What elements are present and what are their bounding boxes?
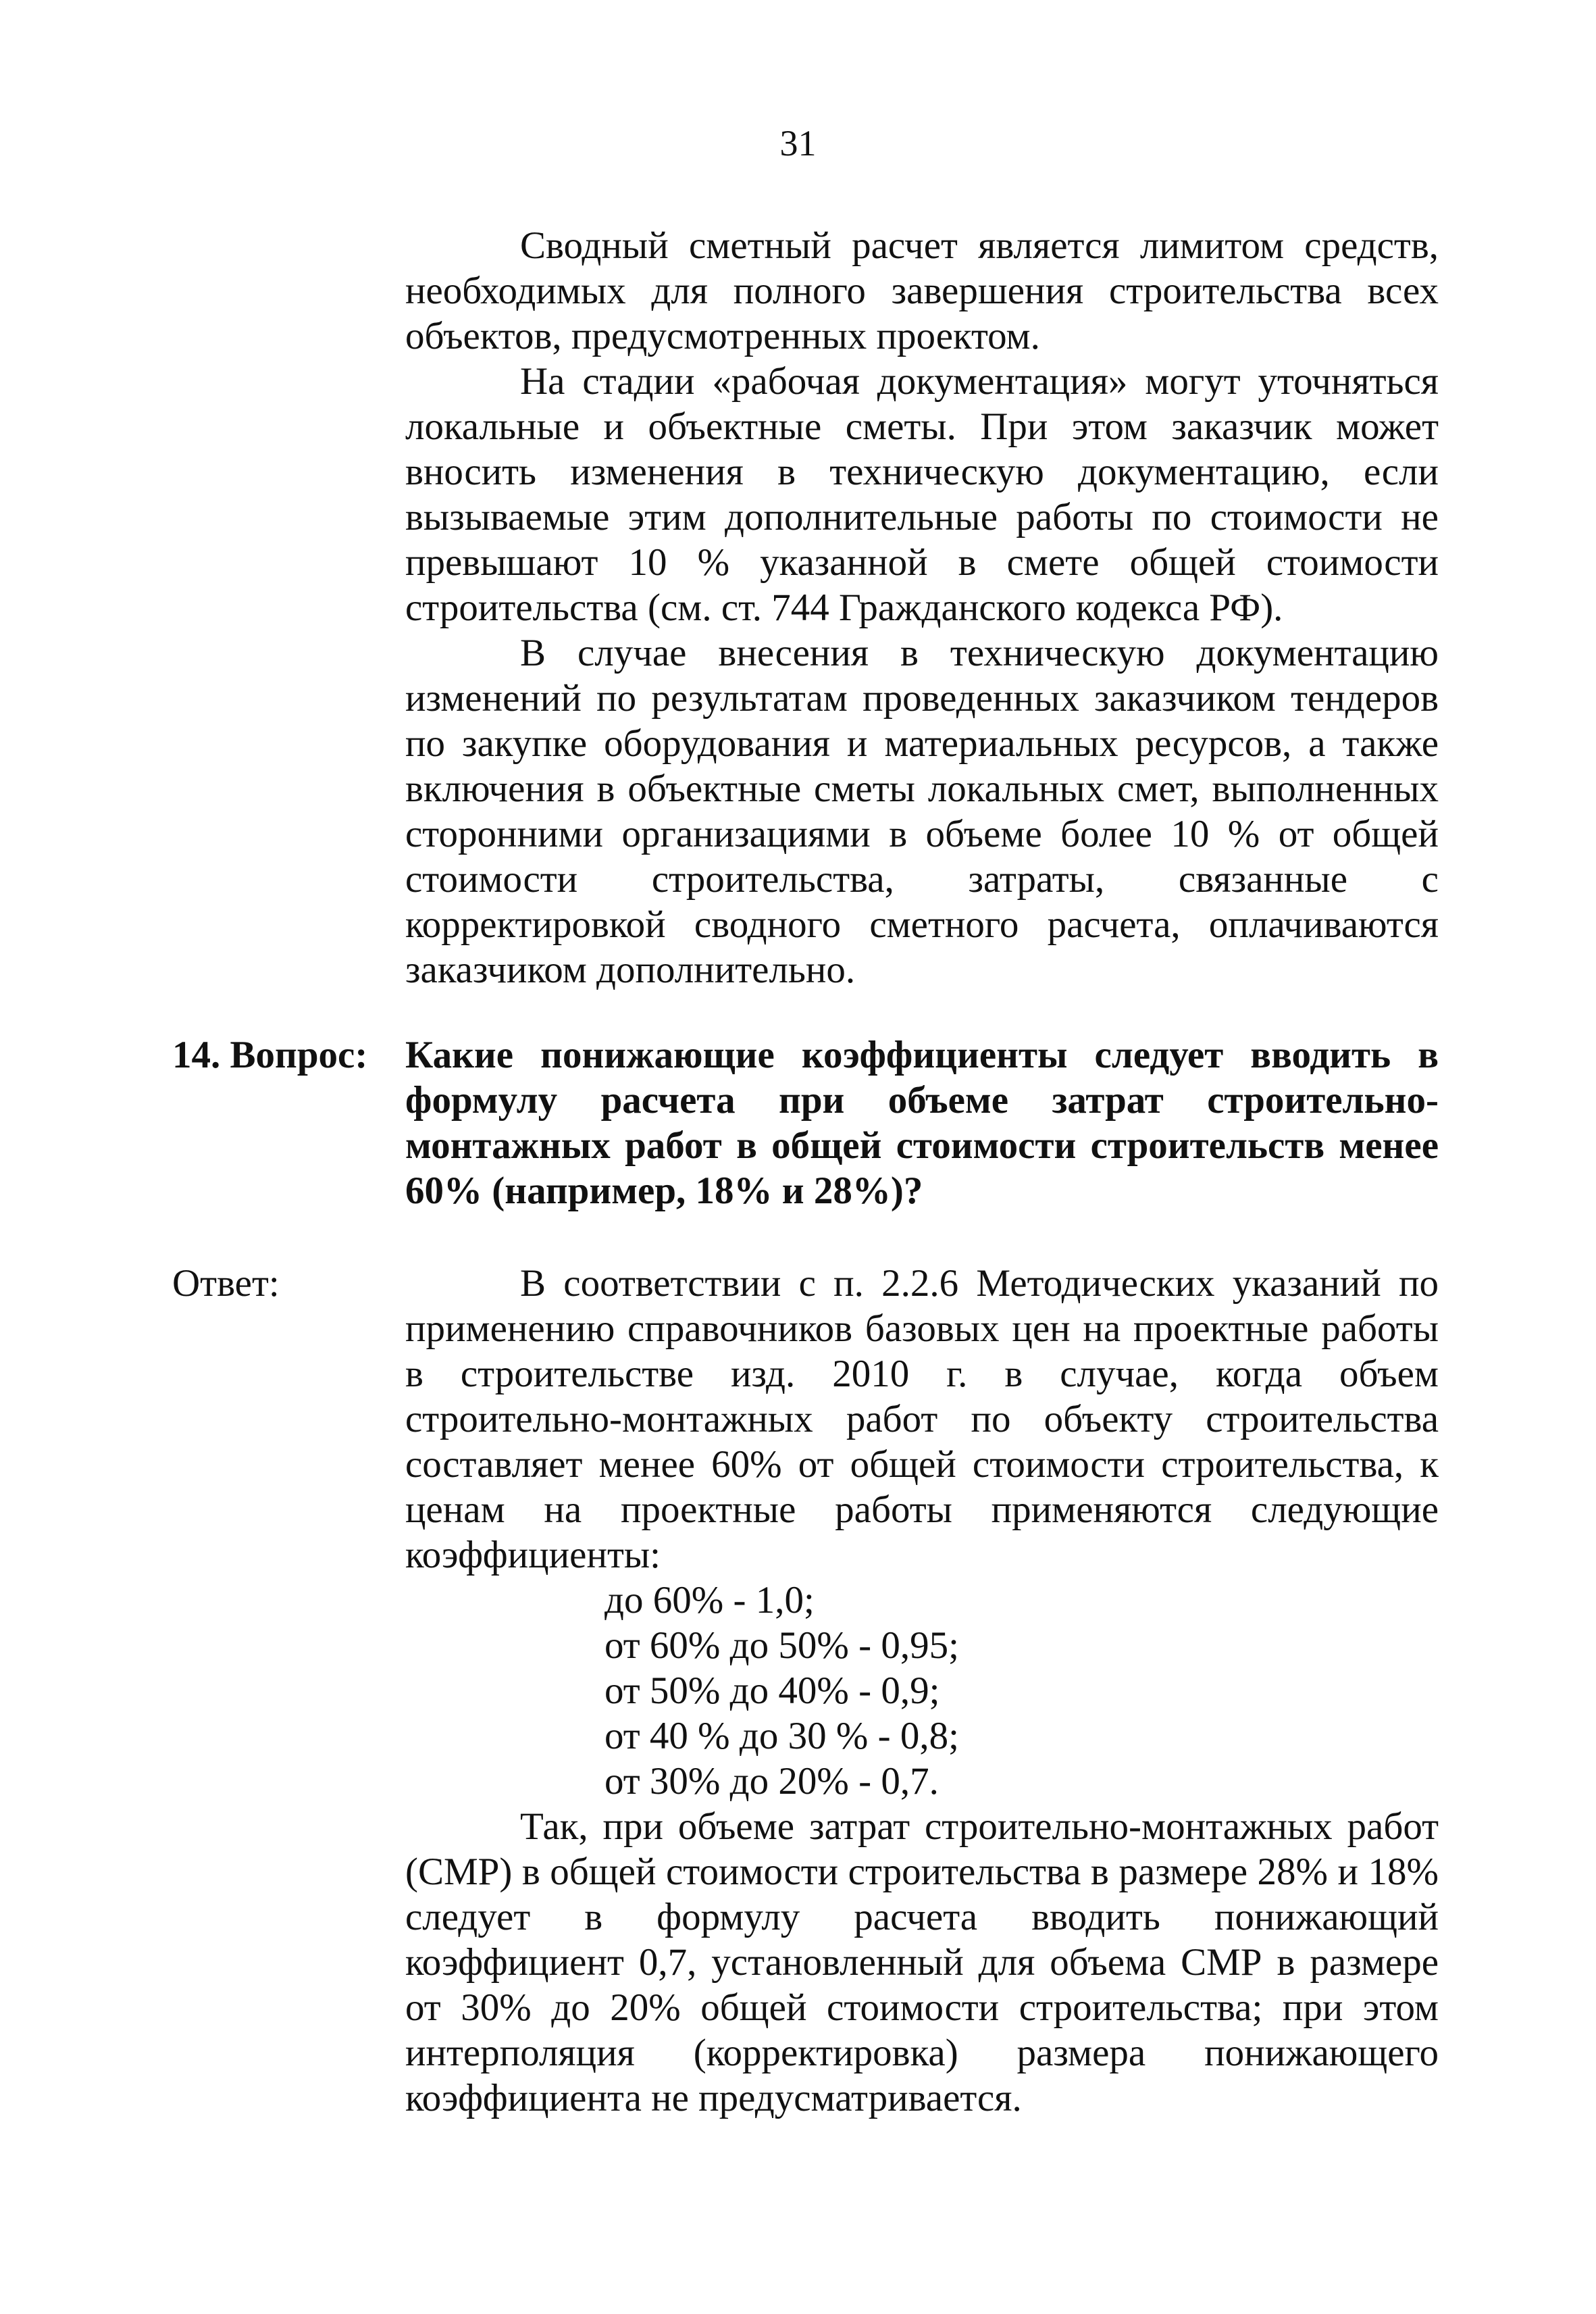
coefficient-item: от 50% до 40% - 0,9; xyxy=(604,1669,940,1712)
question-text: Какие понижающие коэффициенты следует вводить в формулу расчета при объеме затрат строительно-монтажных работ в общей стоимости строительств менее 60% (например, 18% и 28%)? xyxy=(405,1034,1439,1212)
coefficient-item: до 60% - 1,0; xyxy=(604,1579,815,1621)
coefficient-item: от 60% до 50% - 0,95; xyxy=(604,1624,959,1667)
coefficient-list xyxy=(405,1578,1439,1804)
answer-paragraph-1: В соответствии с п. 2.2.6 Методических указаний по применению справочников базовых цен на проектные работы в строительстве изд. 2010 г. в случае, когда объем строительно-монтажных работ по объекту строительства составляет менее 60% от общей стоимости строительства, к ценам на проектные работы применяются следующие коэффициенты: xyxy=(405,1262,1439,1576)
intro-section xyxy=(405,223,1439,992)
page-number: 31 xyxy=(779,123,817,164)
intro-paragraph-2: На стадии «рабочая документация» могут уточняться локальные и объектные сметы. При этом заказчик может вносить изменения в техническую документацию, если вызываемые этим дополнительные работы по стоимости не превышают 10 % указанной в смете общей стоимости строительства (см. ст. 744 Гражданского кодекса РФ). xyxy=(405,360,1439,629)
intro-paragraph-1: Сводный сметный расчет является лимитом средств, необходимых для полного завершения строительства всех объектов, предусмотренных проектом. xyxy=(405,224,1439,357)
answer-paragraph-2: Так, при объеме затрат строительно-монтажных работ (СМР) в общей стоимости строительства в размере 28% и 18% следует в формулу расчета вводить понижающий коэффициент 0,7, установленный для объема СМР в размере от 30% до 20% общей стоимости строительства; при этом интерполяция (корректировка) размера понижающего коэффициента не предусматривается. xyxy=(405,1805,1439,2119)
question-label: 14. Вопрос: xyxy=(172,1034,368,1076)
coefficient-item: от 40 % до 30 % - 0,8; xyxy=(604,1715,959,1757)
answer-label: Ответ: xyxy=(172,1262,280,1305)
coefficient-item: от 30% до 20% - 0,7. xyxy=(604,1760,939,1803)
intro-paragraph-3: В случае внесения в техническую документацию изменений по результатам проведенных заказчиком тендеров по закупке оборудования и материальных ресурсов, а также включения в объектные сметы локальных смет, выполненных сторонними организациями в объеме более 10 % от общей стоимости строительства, затраты, связанные с корректировкой сводного сметного расчета, оплачиваются заказчиком дополнительно. xyxy=(405,632,1439,991)
answer-section xyxy=(405,1261,1439,2121)
